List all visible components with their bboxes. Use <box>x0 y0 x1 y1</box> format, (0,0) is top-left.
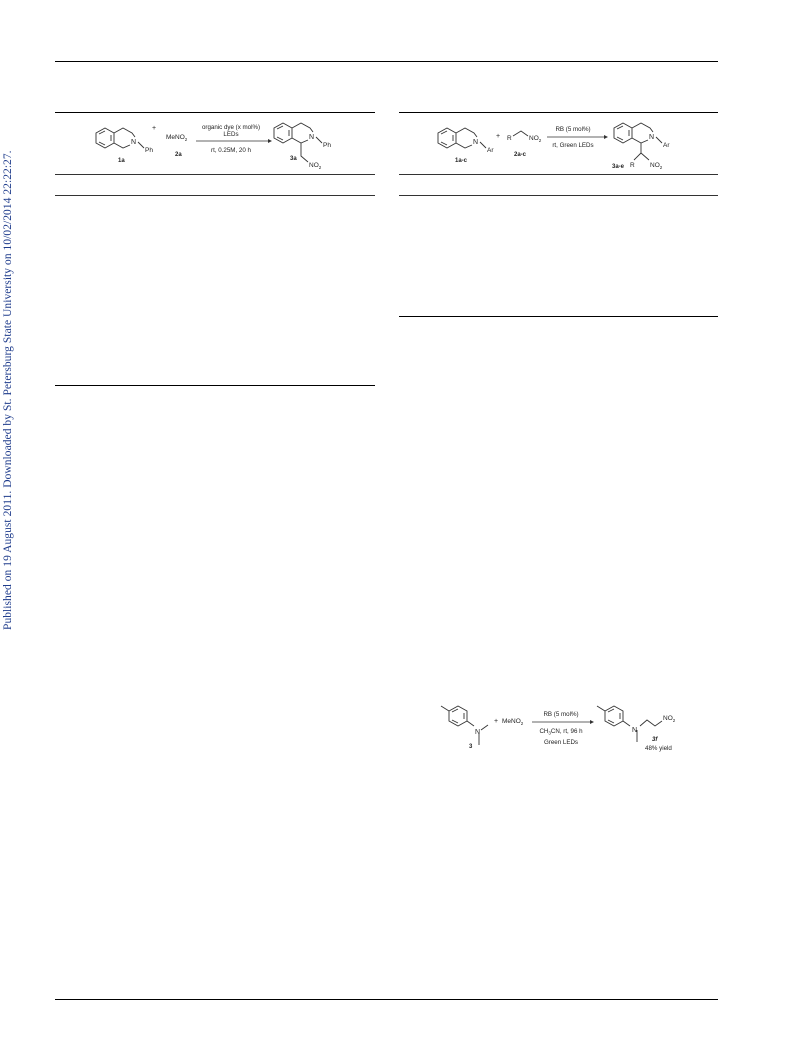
scheme3-product-label: 3f <box>652 737 658 743</box>
scheme2-reagent-chain <box>513 131 528 136</box>
scheme3-reactant-label: 3 <box>469 744 473 750</box>
table1-bottom-rule <box>55 385 375 386</box>
scheme2-reagent-group: $NO_2$ <box>529 135 542 143</box>
scheme1-product-ring-atom: N <box>309 134 315 141</box>
scheme2-product-label: 3a-e <box>612 164 625 170</box>
scheme3-condition-top: RB (5 mol%) <box>543 711 579 718</box>
scheme2-product-ring-atom: N <box>649 134 655 141</box>
page-footer-rule <box>55 999 718 1000</box>
scheme2-condition-bottom: rt, Green LEDs <box>552 142 594 149</box>
download-sidebar-text: Published on 19 August 2011. Downloaded by St. Petersburg State University on 10/02/2014 22:22:27. <box>2 150 14 630</box>
scheme3-arrowhead <box>590 720 594 724</box>
scheme1-reactant-ring-atom: N <box>131 139 137 146</box>
scheme1-product-label: 3a <box>290 156 297 162</box>
scheme2-plus: + <box>496 133 501 140</box>
scheme2-product-r: R <box>630 162 635 169</box>
scheme3-plus: + <box>494 718 499 725</box>
scheme2-reactant-ring-atom: N <box>473 139 479 146</box>
scheme3-condition-bottom: Green LEDs <box>543 739 579 746</box>
scheme3-reaction <box>0 690 793 770</box>
scheme2-product-group: $NO_2$ <box>650 162 663 170</box>
scheme1-condition-top2: LEDs <box>223 131 239 138</box>
scheme3-product-group: $NO_2$ <box>663 715 676 723</box>
scheme3-product-yield: 48% yield <box>645 745 672 752</box>
scheme1-condition-bottom: rt, 0.25M, 20 h <box>211 147 251 154</box>
table2-bottom-rule <box>399 316 718 317</box>
scheme2-reactant-label: 1a-c <box>455 158 468 164</box>
scheme1-reagent-label: 2a <box>175 152 182 158</box>
scheme2-reactant-structure <box>438 128 486 148</box>
scheme1-reagent: MeNO$_2$ <box>166 134 188 142</box>
scheme1-product-group: $NO_2$ <box>309 162 322 170</box>
scheme3-reagent: MeNO$_2$ <box>502 718 524 726</box>
scheme1-plus: + <box>152 125 157 132</box>
scheme1-reactant-label: 1a <box>118 158 125 164</box>
scheme1-condition-top1: organic dye (x mol%) <box>201 124 261 131</box>
scheme1-product-substituent: Ph <box>323 142 331 149</box>
scheme2-product-structure <box>614 123 662 160</box>
scheme2-condition-top: RB (5 mol%) <box>555 126 591 133</box>
scheme3-product-ring-atom: N <box>632 727 638 734</box>
scheme2-reaction <box>0 0 793 200</box>
scheme1-reactant-substituent: Ph <box>145 147 153 154</box>
scheme3-reactant-ring-atom: N <box>475 729 481 736</box>
scheme2-reagent-r: R <box>507 135 512 142</box>
scheme3-condition-mid: $CH_3CN$, rt, 96 h <box>539 728 583 736</box>
scheme2-reagent-label: 2a-c <box>514 152 527 158</box>
scheme2-product-substituent: Ar <box>663 142 670 149</box>
scheme2-arrowhead <box>604 135 608 139</box>
scheme2-reactant-substituent: Ar <box>487 147 494 154</box>
scheme3-reactant-structure <box>441 706 488 745</box>
